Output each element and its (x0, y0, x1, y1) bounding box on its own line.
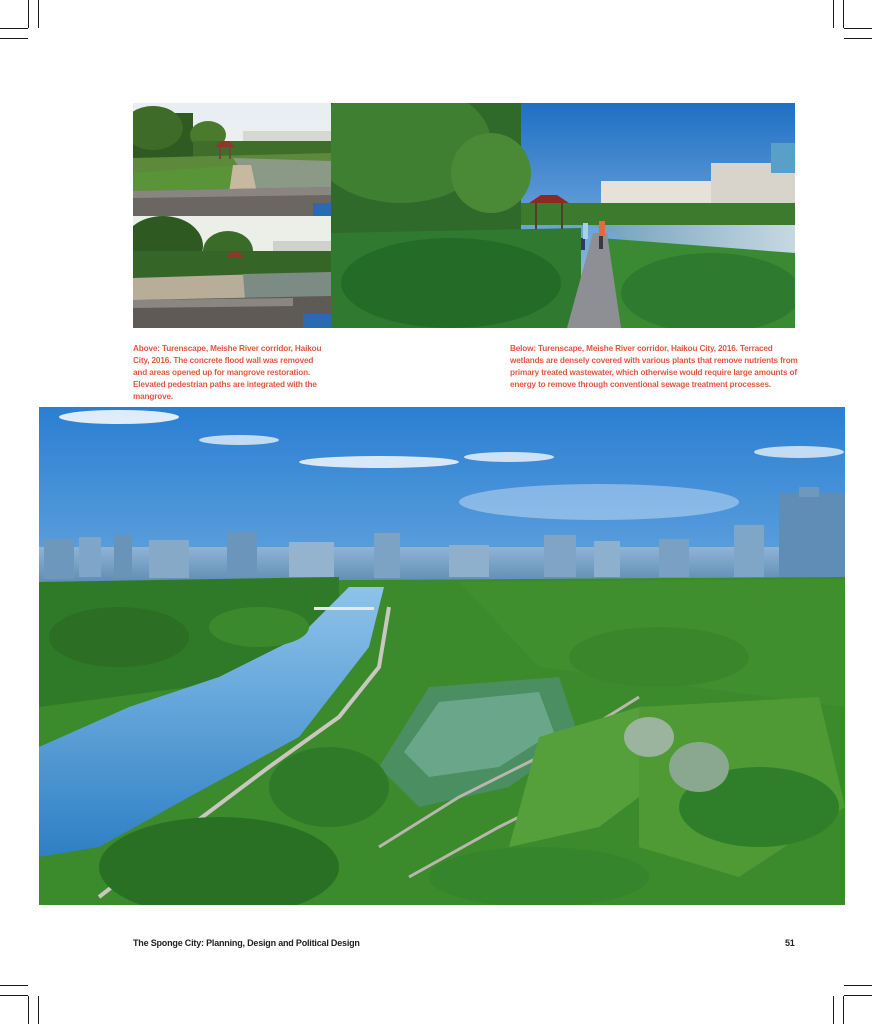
crop-mark-top-right-v2 (843, 0, 844, 28)
crop-mark-top-left-v2 (38, 0, 39, 28)
photo-river-walk (331, 103, 795, 328)
crop-mark-bottom-left-h2 (0, 995, 28, 996)
photo-mangrove-path (133, 216, 331, 328)
crop-mark-bottom-left-v (28, 996, 29, 1024)
crop-mark-top-left-h2 (0, 38, 28, 39)
crop-mark-bottom-right-h2 (844, 995, 872, 996)
footer-book-title: The Sponge City: Planning, Design and Political Design (133, 938, 360, 948)
crop-mark-bottom-right-v (833, 996, 834, 1024)
crop-mark-top-left-v (28, 0, 29, 28)
caption-above: Above: Turenscape, Meishe River corridor, Haikou City, 2016. The concrete flood wall was removed and areas opened up for mangrove restoration. Elevated pedestrian paths are integrated with the mangrove. (133, 344, 322, 401)
photo-mangrove-top (133, 103, 331, 216)
crop-mark-top-left-h (0, 28, 28, 29)
caption-below: Below: Turenscape, Meishe River corridor, Haikou City, 2016. Terraced wetlands are densely covered with various plants that remove nutrients from primary treated wastewater, which otherwise would require large amounts of energy to remove through conventional sewage treatment processes. (510, 344, 798, 389)
crop-mark-bottom-left-h (0, 985, 28, 986)
crop-mark-top-right-h (844, 28, 872, 29)
crop-mark-top-right-v (833, 0, 834, 28)
photo-aerial-wetland-park (39, 407, 845, 905)
crop-mark-bottom-left-v2 (38, 996, 39, 1024)
crop-mark-top-right-h2 (844, 38, 872, 39)
crop-mark-bottom-right-v2 (843, 996, 844, 1024)
footer-page-number: 51 (785, 938, 795, 948)
crop-mark-bottom-right-h (844, 985, 872, 986)
